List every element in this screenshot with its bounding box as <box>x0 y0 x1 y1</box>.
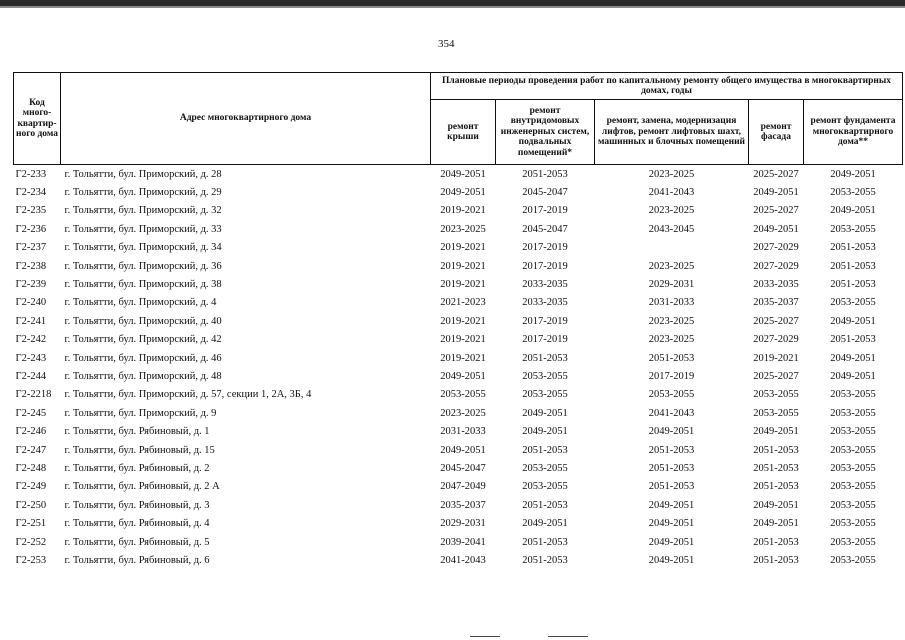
cell-facade-period: 2049-2051 <box>753 499 799 511</box>
cell-facade-period: 2019-2021 <box>753 352 799 364</box>
cell-engineering-period: 2017-2019 <box>522 260 568 272</box>
table-row <box>14 367 903 385</box>
cell-elevators-period: 2023-2025 <box>648 334 695 346</box>
cell-address: г. Тольятти, бул. Рябиновый, д. 4 <box>64 518 210 530</box>
cell-facade-period: 2049-2051 <box>753 518 799 530</box>
cell-foundation-period: 2053-2055 <box>830 499 876 511</box>
cell-code: Г2-242 <box>15 334 47 346</box>
cell-foundation-period: 2049-2051 <box>830 205 876 217</box>
cell-elevators-period: 2049-2051 <box>648 426 695 438</box>
table-row <box>14 294 903 312</box>
cell-engineering-period: 2017-2019 <box>522 334 568 346</box>
cell-address: г. Тольятти, бул. Приморский, д. 9 <box>64 407 217 419</box>
cell-address: г. Тольятти, бул. Рябиновый, д. 5 <box>64 536 210 548</box>
header-address: Адрес многоквартирного дома <box>61 73 431 165</box>
cell-code: Г2-249 <box>15 481 47 493</box>
cell-elevators-period: 2051-2053 <box>648 481 695 493</box>
cell-foundation-period: 2053-2055 <box>830 554 876 566</box>
cell-engineering-period: 2053-2055 <box>522 481 568 493</box>
cell-foundation-period: 2051-2053 <box>830 334 876 346</box>
cell-address: г. Тольятти, бул. Приморский, д. 33 <box>64 223 222 235</box>
cell-facade-period: 2049-2051 <box>753 187 799 199</box>
cell-address: г. Тольятти, бул. Приморский, д. 36 <box>64 260 222 272</box>
cell-elevators-period: 2029-2031 <box>648 279 695 291</box>
header-engineering-systems: ремонт внутридомовых инженерных систем, подвальных помещений* <box>496 100 595 165</box>
header-roof-repair: ремонт крыши <box>431 100 496 165</box>
cell-facade-period: 2025-2027 <box>753 370 799 382</box>
table-row <box>14 220 903 238</box>
cell-foundation-period: 2051-2053 <box>830 242 876 254</box>
cell-roof-period: 2049-2051 <box>440 444 486 456</box>
cell-foundation-period: 2051-2053 <box>830 260 876 272</box>
cell-elevators-period: 2049-2051 <box>648 554 695 566</box>
cell-facade-period: 2027-2029 <box>753 260 799 272</box>
cell-engineering-period: 2051-2053 <box>522 444 568 456</box>
table-row <box>14 533 903 551</box>
page-number: 354 <box>438 38 455 50</box>
cell-roof-period: 2019-2021 <box>440 205 486 217</box>
cell-code: Г2-235 <box>15 205 47 217</box>
cell-facade-period: 2025-2027 <box>753 168 799 180</box>
table-row <box>14 422 903 440</box>
table-row <box>14 331 903 349</box>
cell-roof-period: 2041-2043 <box>440 554 486 566</box>
cell-code: Г2-237 <box>15 242 47 254</box>
table-row <box>14 312 903 330</box>
table-row <box>14 551 903 569</box>
cell-engineering-period: 2051-2053 <box>522 352 568 364</box>
cell-address: г. Тольятти, бул. Приморский, д. 32 <box>64 205 222 217</box>
cell-elevators-period: 2041-2043 <box>648 187 695 199</box>
cell-roof-period: 2049-2051 <box>440 370 486 382</box>
cell-facade-period: 2051-2053 <box>753 481 799 493</box>
cell-address: г. Тольятти, бул. Приморский, д. 57, секции 1, 2А, 3Б, 4 <box>64 389 312 401</box>
cell-foundation-period: 2053-2055 <box>830 426 876 438</box>
cell-roof-period: 2049-2051 <box>440 187 486 199</box>
cell-elevators-period: 2023-2025 <box>648 168 695 180</box>
cell-elevators-period: 2051-2053 <box>648 444 695 456</box>
cell-roof-period: 2047-2049 <box>440 481 486 493</box>
cell-engineering-period: 2045-2047 <box>522 223 568 235</box>
cell-facade-period: 2027-2029 <box>753 334 799 346</box>
cell-facade-period: 2035-2037 <box>753 297 799 309</box>
cell-address: г. Тольятти, бул. Приморский, д. 4 <box>64 297 217 309</box>
cell-roof-period: 2019-2021 <box>440 242 486 254</box>
table-row <box>14 183 903 201</box>
cell-elevators-period: 2031-2033 <box>648 297 695 309</box>
cell-code: Г2-248 <box>15 462 47 474</box>
cell-engineering-period: 2051-2053 <box>522 554 568 566</box>
scan-top-edge-shadow <box>0 6 905 8</box>
cell-engineering-period: 2053-2055 <box>522 389 568 401</box>
cell-code: Г2-243 <box>15 352 47 364</box>
cell-address: г. Тольятти, бул. Рябиновый, д. 2 А <box>64 481 220 493</box>
cell-address: г. Тольятти, бул. Приморский, д. 34 <box>64 242 222 254</box>
cell-foundation-period: 2053-2055 <box>830 481 876 493</box>
cell-foundation-period: 2053-2055 <box>830 462 876 474</box>
cell-roof-period: 2023-2025 <box>440 223 486 235</box>
cell-engineering-period: 2049-2051 <box>522 407 568 419</box>
cell-elevators-period: 2049-2051 <box>648 536 695 548</box>
cell-elevators-period: 2049-2051 <box>648 499 695 511</box>
bottom-mark-right <box>548 636 588 637</box>
cell-foundation-period: 2049-2051 <box>830 370 876 382</box>
header-facade-repair: ремонт фасада <box>749 100 804 165</box>
cell-code: Г2-234 <box>15 187 47 199</box>
cell-elevators-period: 2049-2051 <box>648 518 695 530</box>
cell-foundation-period: 2053-2055 <box>830 407 876 419</box>
cell-elevators-period: 2051-2053 <box>648 462 695 474</box>
cell-engineering-period: 2051-2053 <box>522 168 568 180</box>
cell-facade-period: 2025-2027 <box>753 205 799 217</box>
cell-address: г. Тольятти, бул. Рябиновый, д. 15 <box>64 444 215 456</box>
cell-address: г. Тольятти, бул. Приморский, д. 38 <box>64 279 222 291</box>
cell-elevators-period: 2023-2025 <box>648 315 695 327</box>
cell-foundation-period: 2053-2055 <box>830 536 876 548</box>
cell-engineering-period: 2017-2019 <box>522 242 568 254</box>
cell-elevators-period <box>595 239 749 257</box>
repair-schedule-table <box>13 72 903 570</box>
cell-engineering-period: 2033-2035 <box>522 279 568 291</box>
table-row <box>14 239 903 257</box>
cell-elevators-period: 2017-2019 <box>648 370 695 382</box>
table-row <box>14 257 903 275</box>
cell-address: г. Тольятти, бул. Приморский, д. 29 <box>64 187 222 199</box>
cell-foundation-period: 2053-2055 <box>830 297 876 309</box>
table-row <box>14 459 903 477</box>
cell-roof-period: 2019-2021 <box>440 334 486 346</box>
cell-engineering-period: 2051-2053 <box>522 536 568 548</box>
table-row <box>14 514 903 532</box>
bottom-mark-left <box>470 636 500 637</box>
cell-elevators-period: 2041-2043 <box>648 407 695 419</box>
cell-engineering-period: 2017-2019 <box>522 315 568 327</box>
cell-code: Г2-236 <box>15 223 47 235</box>
cell-foundation-period: 2053-2055 <box>830 444 876 456</box>
cell-code: Г2-2218 <box>15 389 52 401</box>
cell-roof-period: 2021-2023 <box>440 297 486 309</box>
cell-code: Г2-233 <box>15 168 47 180</box>
cell-code: Г2-246 <box>15 426 47 438</box>
cell-code: Г2-239 <box>15 279 47 291</box>
cell-foundation-period: 2051-2053 <box>830 279 876 291</box>
cell-address: г. Тольятти, бул. Приморский, д. 42 <box>64 334 222 346</box>
cell-code: Г2-253 <box>15 554 47 566</box>
cell-code: Г2-252 <box>15 536 47 548</box>
table-row <box>14 349 903 367</box>
cell-facade-period: 2053-2055 <box>753 407 799 419</box>
cell-facade-period: 2051-2053 <box>753 462 799 474</box>
cell-code: Г2-238 <box>15 260 47 272</box>
cell-address: г. Тольятти, бул. Приморский, д. 46 <box>64 352 222 364</box>
header-elevators: ремонт, замена, модернизация лифтов, ремонт лифтовых шахт, машинных и блочных помещений <box>595 100 749 165</box>
header-foundation-repair: ремонт фундамента многоквартирного дома** <box>804 100 903 165</box>
table-row <box>14 275 903 293</box>
cell-engineering-period: 2049-2051 <box>522 518 568 530</box>
cell-foundation-period: 2053-2055 <box>830 187 876 199</box>
cell-foundation-period: 2049-2051 <box>830 168 876 180</box>
cell-roof-period: 2019-2021 <box>440 260 486 272</box>
cell-code: Г2-244 <box>15 370 47 382</box>
cell-facade-period: 2033-2035 <box>753 279 799 291</box>
cell-address: г. Тольятти, бул. Рябиновый, д. 1 <box>64 426 210 438</box>
cell-engineering-period: 2033-2035 <box>522 297 568 309</box>
table-row <box>14 386 903 404</box>
cell-engineering-period: 2051-2053 <box>522 499 568 511</box>
cell-code: Г2-247 <box>15 444 47 456</box>
cell-elevators-period: 2043-2045 <box>648 223 695 235</box>
cell-elevators-period: 2053-2055 <box>648 389 695 401</box>
cell-address: г. Тольятти, бул. Приморский, д. 40 <box>64 315 222 327</box>
header-code: Код много-квартир-ного дома <box>14 73 61 165</box>
cell-code: Г2-241 <box>15 315 47 327</box>
cell-elevators-period: 2023-2025 <box>648 205 695 217</box>
cell-roof-period: 2035-2037 <box>440 499 486 511</box>
cell-roof-period: 2053-2055 <box>440 389 486 401</box>
cell-code: Г2-250 <box>15 499 47 511</box>
cell-roof-period: 2049-2051 <box>440 168 486 180</box>
cell-foundation-period: 2053-2055 <box>830 389 876 401</box>
cell-roof-period: 2023-2025 <box>440 407 486 419</box>
cell-code: Г2-245 <box>15 407 47 419</box>
header-periods: Плановые периоды проведения работ по капитальному ремонту общего имущества в многоквартирных домах, годы <box>431 73 903 100</box>
cell-foundation-period: 2053-2055 <box>830 518 876 530</box>
cell-engineering-period: 2053-2055 <box>522 462 568 474</box>
cell-foundation-period: 2049-2051 <box>830 352 876 364</box>
cell-roof-period: 2045-2047 <box>440 462 486 474</box>
cell-elevators-period: 2051-2053 <box>648 352 695 364</box>
cell-roof-period: 2019-2021 <box>440 352 486 364</box>
cell-facade-period: 2027-2029 <box>753 242 799 254</box>
table-row <box>14 441 903 459</box>
cell-code: Г2-251 <box>15 518 47 530</box>
table-row <box>14 478 903 496</box>
cell-facade-period: 2025-2027 <box>753 315 799 327</box>
cell-foundation-period: 2049-2051 <box>830 315 876 327</box>
cell-facade-period: 2051-2053 <box>753 536 799 548</box>
cell-roof-period: 2019-2021 <box>440 315 486 327</box>
cell-roof-period: 2031-2033 <box>440 426 486 438</box>
cell-address: г. Тольятти, бул. Рябиновый, д. 2 <box>64 462 210 474</box>
cell-facade-period: 2051-2053 <box>753 444 799 456</box>
cell-engineering-period: 2049-2051 <box>522 426 568 438</box>
cell-roof-period: 2019-2021 <box>440 279 486 291</box>
table-row <box>14 496 903 514</box>
cell-facade-period: 2049-2051 <box>753 426 799 438</box>
cell-engineering-period: 2045-2047 <box>522 187 568 199</box>
cell-address: г. Тольятти, бул. Рябиновый, д. 6 <box>64 554 210 566</box>
cell-address: г. Тольятти, бул. Приморский, д. 28 <box>64 168 222 180</box>
cell-facade-period: 2053-2055 <box>753 389 799 401</box>
cell-roof-period: 2039-2041 <box>440 536 486 548</box>
cell-roof-period: 2029-2031 <box>440 518 486 530</box>
cell-facade-period: 2051-2053 <box>753 554 799 566</box>
table-row <box>14 404 903 422</box>
cell-code: Г2-240 <box>15 297 47 309</box>
cell-engineering-period: 2053-2055 <box>522 370 568 382</box>
cell-address: г. Тольятти, бул. Приморский, д. 48 <box>64 370 222 382</box>
cell-address: г. Тольятти, бул. Рябиновый, д. 3 <box>64 499 210 511</box>
cell-engineering-period: 2017-2019 <box>522 205 568 217</box>
cell-foundation-period: 2053-2055 <box>830 223 876 235</box>
cell-elevators-period: 2023-2025 <box>648 260 695 272</box>
table-row <box>14 165 903 184</box>
table-body <box>14 165 903 570</box>
cell-facade-period: 2049-2051 <box>753 223 799 235</box>
table-row <box>14 202 903 220</box>
